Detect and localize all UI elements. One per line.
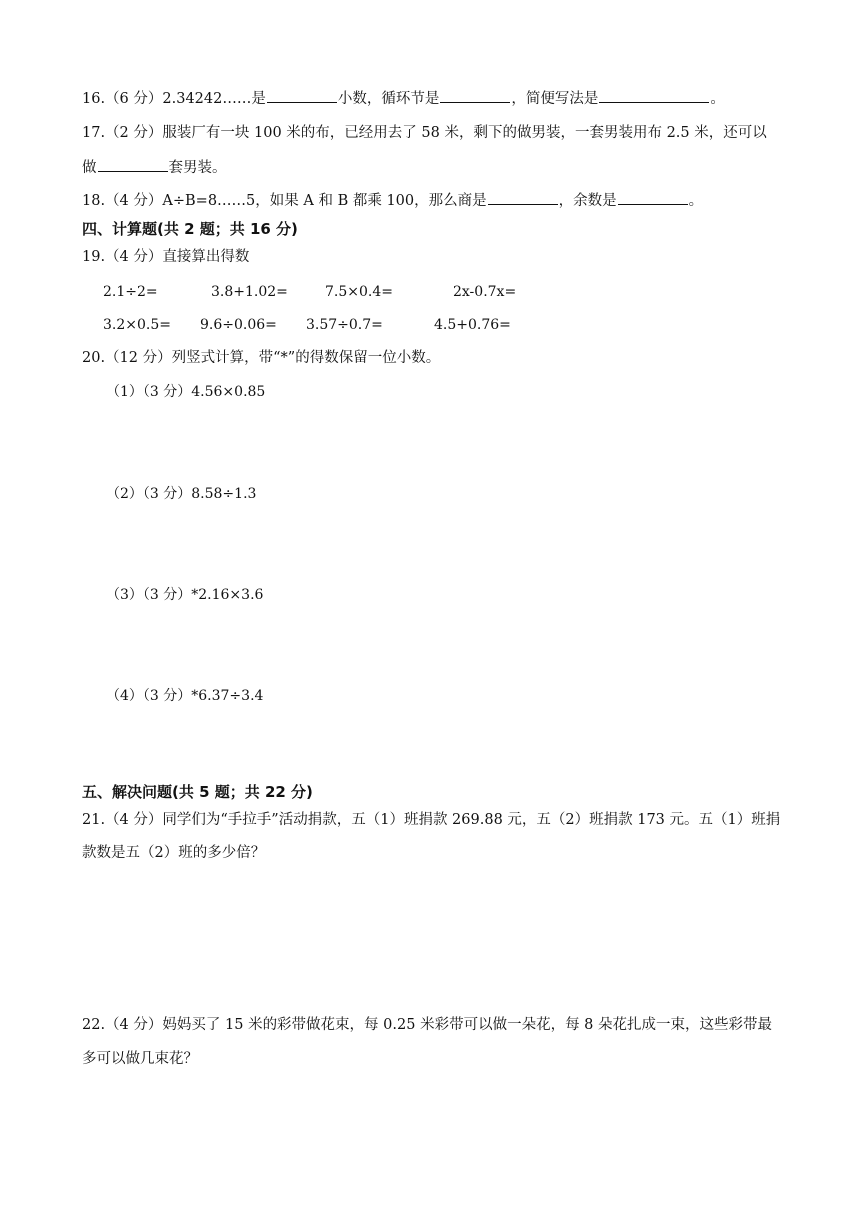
q16-end: 。 — [710, 91, 725, 107]
q19-calc-item: 2x-0.7x= — [453, 284, 517, 300]
q19-calc-item: 3.8+1.02= — [211, 284, 288, 300]
q21-line1-text: 21.（4 分）同学们为“手拉手”活动捐款，五（1）班捐款 269.88 元，五（2）班捐款 173 元。五（1）班捐 — [82, 812, 781, 828]
q19-calc-item: 7.5×0.4= — [325, 284, 393, 300]
q18-mid: ，余数是 — [558, 193, 617, 209]
section-5-heading: 五、解决问题(共 5 题；共 22 分) — [82, 783, 313, 801]
q21-line2-text: 款数是五（2）班的多少倍？ — [82, 845, 266, 861]
q16-blank-type[interactable] — [267, 88, 337, 103]
question-21-line2 — [82, 843, 820, 863]
question-16 — [82, 88, 820, 109]
q22-line1-text: 22.（4 分）妈妈买了 15 米的彩带做花束，每 0.25 米彩带可以做一朵花，每 8 朵花扎成一束，这些彩带最 — [82, 1017, 773, 1033]
question-18 — [82, 190, 820, 211]
q17-line2-prefix: 做 — [82, 160, 97, 176]
q18-prefix: 18.（4 分）A÷B=8……5，如果 A 和 B 都乘 100，那么商是 — [82, 193, 487, 209]
q19-calc-item: 3.2×0.5= — [103, 317, 171, 333]
q20-part-1: （1）（3 分）4.56×0.85 — [106, 384, 266, 400]
q19-calc-item: 4.5+0.76= — [434, 317, 511, 333]
q17-blank-sets[interactable] — [98, 157, 168, 172]
question-19-stem — [82, 247, 820, 267]
question-22-line1 — [82, 1015, 820, 1035]
q18-blank-quotient[interactable] — [488, 190, 558, 205]
q22-line2-text: 多可以做几束花？ — [82, 1051, 198, 1067]
question-17-line1 — [82, 123, 820, 143]
q19-stem-text: 19.（4 分）直接算出得数 — [82, 249, 250, 265]
q17-line1-text: 17.（2 分）服装厂有一块 100 米的布，已经用去了 58 米，剩下的做男装，一套男装用布 2.5 米，还可以 — [82, 125, 767, 141]
q17-line2-suffix: 套男装。 — [168, 160, 227, 176]
q19-calc-item: 2.1÷2= — [103, 284, 158, 300]
question-22-line2 — [82, 1049, 820, 1069]
q20-part-2: （2）（3 分）8.58÷1.3 — [106, 486, 257, 502]
q20-stem-text: 20.（12 分）列竖式计算，带“*”的得数保留一位小数。 — [82, 350, 441, 366]
q20-part-4: （4）（3 分）*6.37÷3.4 — [106, 688, 264, 704]
question-17-line2 — [82, 157, 820, 178]
question-21-line1 — [82, 810, 820, 830]
q16-mid1: 小数，循环节是 — [337, 91, 440, 107]
q16-blank-repetend[interactable] — [440, 88, 510, 103]
q18-blank-remainder[interactable] — [618, 190, 688, 205]
q16-mid2: ，简便写法是 — [511, 91, 599, 107]
q20-part-3: （3）（3 分）*2.16×3.6 — [106, 587, 264, 603]
q16-blank-notation[interactable] — [599, 88, 709, 103]
q16-prefix: 16.（6 分）2.34242……是 — [82, 91, 266, 107]
q19-calc-item: 3.57÷0.7= — [306, 317, 383, 333]
q18-end: 。 — [688, 193, 704, 209]
question-20-stem — [82, 348, 820, 368]
section-4-heading: 四、计算题(共 2 题；共 16 分) — [82, 220, 298, 238]
q19-calc-item: 9.6÷0.06= — [200, 317, 277, 333]
